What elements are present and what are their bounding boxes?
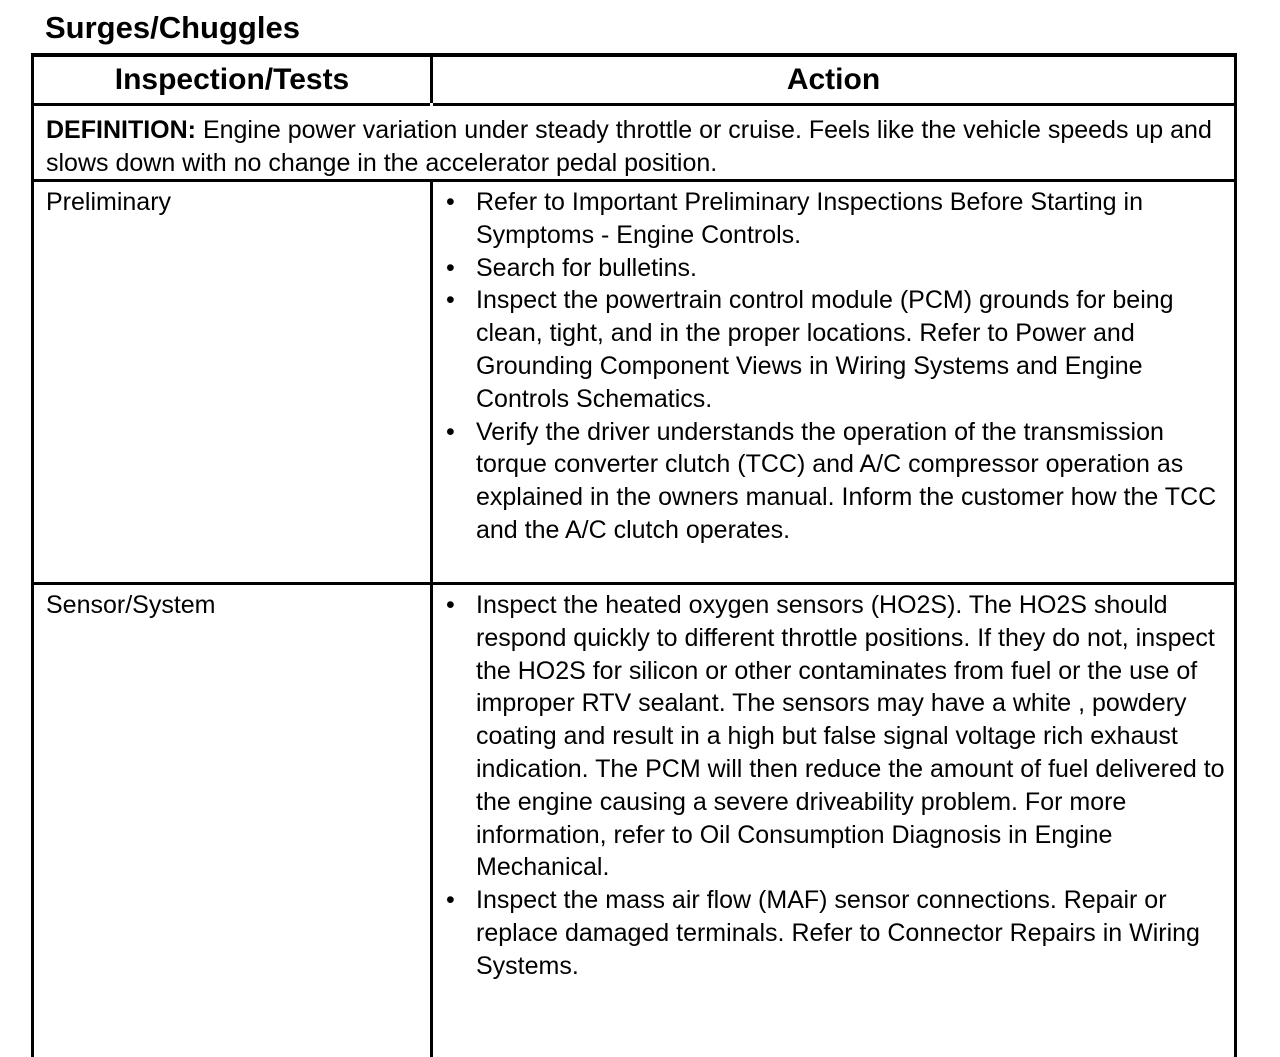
bullet-icon: • <box>446 286 455 315</box>
list-item <box>446 252 1236 285</box>
definition-body: Engine power variation under steady throttle or cruise. Feels like the vehicle speeds up and slows down with no change in the accelerator pedal position. <box>46 116 1212 177</box>
table-row-preliminary <box>34 182 1234 585</box>
column-divider <box>430 585 433 1057</box>
definition-row <box>34 106 1234 182</box>
table-row-sensor-system <box>34 585 1234 1057</box>
page-title: Surges/Chuggles <box>45 10 300 45</box>
bullet-text: Inspect the heated oxygen sensors (HO2S). The HO2S should respond quickly to different throttle positions. If they do not, inspect the HO2S for silicon or other contaminates from fuel or the use of improper RTV sealant. The sensors may have a white , powdery coating and result in a high but false signal voltage rich exhaust indication. The PCM will then reduce the amount of fuel delivered to the engine causing a severe driveability problem. For more information, refer to Oil Consumption Diagnosis in Engine Mechanical. <box>476 591 1225 882</box>
definition-text <box>46 114 1216 180</box>
action-list-sensor-system <box>446 589 1236 983</box>
list-item <box>446 416 1236 547</box>
list-item <box>446 186 1236 252</box>
bullet-icon: • <box>446 188 455 216</box>
list-item <box>446 589 1236 884</box>
bullet-text: Refer to Important Preliminary Inspections Before Starting in Symptoms - Engine Controls. <box>476 188 1143 249</box>
row-label-sensor-system: Sensor/System <box>46 591 216 619</box>
diagnostic-table <box>31 53 1237 1057</box>
row-label-preliminary: Preliminary <box>46 188 172 216</box>
list-item <box>446 284 1236 415</box>
column-divider <box>430 182 433 582</box>
bullet-icon: • <box>446 591 455 619</box>
bullet-text: Verify the driver understands the operation of the transmission torque converter clutch (TCC) and A/C compressor operation as explained in the owners manual. Inform the customer how the TCC and the A/C clutch operates. <box>476 417 1217 544</box>
list-item <box>446 884 1236 982</box>
bullet-text: Inspect the mass air flow (MAF) sensor connections. Repair or replace damaged terminals. Refer to Connector Repairs in Wiring Systems. <box>476 886 1200 980</box>
bullet-icon: • <box>446 886 455 915</box>
header-inspection-tests: Inspection/Tests <box>34 57 430 106</box>
action-list-preliminary <box>446 186 1236 547</box>
bullet-icon: • <box>446 253 455 282</box>
bullet-text: Inspect the powertrain control module (PCM) grounds for being clean, tight, and in the proper locations. Refer to Power and Grounding Component Views in Wiring Systems and Engine Controls Schematics. <box>476 286 1174 413</box>
bullet-text: Search for bulletins. <box>476 253 697 282</box>
bullet-icon: • <box>446 417 455 446</box>
header-action: Action <box>433 57 1234 106</box>
definition-label: DEFINITION: <box>46 116 196 144</box>
